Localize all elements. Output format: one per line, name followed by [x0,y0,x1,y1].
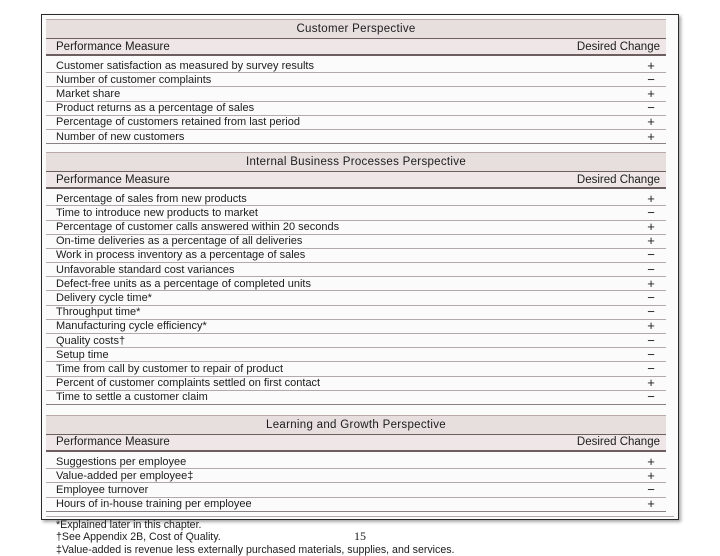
change-sign: + [647,467,655,483]
table-row [46,377,666,391]
change-sign: + [647,375,655,391]
page-number: 15 [354,529,366,543]
measure-text: Defect-free units as a percentage of completed units [56,277,311,290]
table-row [46,263,666,277]
measure-text: Number of new customers [56,130,185,143]
table-row [46,306,666,320]
column-header-row [46,38,666,56]
measure-text: Unfavorable standard cost variances [56,263,235,276]
column-header-row [46,171,666,189]
table-row [46,221,666,235]
change-sign: − [647,481,655,497]
measure-text: Product returns as a percentage of sales [56,102,255,115]
section-title: Customer Perspective [46,19,666,38]
measure-text: Manufacturing cycle efficiency* [56,320,207,333]
change-sign: + [647,57,655,73]
table-row [46,87,666,101]
column-header-measure: Performance Measure [56,40,170,53]
change-sign: − [647,389,655,405]
measure-text: Time to settle a customer claim [56,391,208,404]
measure-text: Work in process inventory as a percentage of sales [56,249,306,262]
table-row [46,116,666,130]
change-sign: − [647,71,655,87]
measure-text: Percentage of sales from new products [56,192,247,205]
column-header-row [46,434,666,452]
section-learning-and-growth [46,415,666,512]
change-sign: + [647,128,655,144]
table-row [46,320,666,334]
measure-text: Number of customer complaints [56,73,212,86]
measure-text: Percentage of customer calls answered within 20 seconds [56,221,340,234]
change-sign: + [647,496,655,512]
table-row [46,206,666,220]
table-row [46,277,666,291]
table-row [46,348,666,362]
change-sign: + [647,453,655,469]
section-title: Internal Business Processes Perspective [46,152,666,171]
change-sign: + [647,219,655,235]
section-title: Learning and Growth Perspective [46,415,666,434]
change-sign: + [647,233,655,249]
table-row [46,59,666,73]
footnote: †See Appendix 2B, Cost of Quality. [56,531,221,544]
column-header-change: Desired Change [576,173,660,186]
section-internal-business-processes [46,152,666,405]
column-header-change: Desired Change [576,40,660,53]
rows [46,192,666,405]
measure-text: Employee turnover [56,483,149,496]
measure-text: Suggestions per employee [56,455,187,468]
change-sign: − [647,247,655,263]
change-sign: − [647,360,655,376]
change-sign: − [647,100,655,116]
footnote: ‡Value-added is revenue less externally purchased materials, supplies, and services. [56,543,455,556]
rows [46,455,666,512]
table-row [46,469,666,483]
table-row [46,291,666,305]
section-customer [46,19,666,144]
column-header-measure: Performance Measure [56,173,170,186]
change-sign: − [647,261,655,277]
measure-text: Percent of customer complaints settled on first contact [56,377,321,390]
footnote: *Explained later in this chapter. [56,518,202,531]
rows [46,59,666,144]
measure-text: Time from call by customer to repair of product [56,362,284,375]
change-sign: + [647,85,655,101]
table-row [46,235,666,249]
measure-text: Market share [56,87,121,100]
table-row [46,334,666,348]
measure-text: Time to introduce new products to market [56,206,258,219]
change-sign: − [647,290,655,306]
column-header-change: Desired Change [576,436,660,449]
measure-text: On-time deliveries as a percentage of all deliveries [56,235,303,248]
measure-text: Quality costs† [56,334,126,347]
table-row [46,192,666,206]
measure-text: Percentage of customers retained from last period [56,116,300,129]
change-sign: − [647,304,655,320]
change-sign: − [647,346,655,362]
table-row [46,391,666,405]
column-header-measure: Performance Measure [56,436,170,449]
table-row [46,362,666,376]
measure-text: Customer satisfaction as measured by survey results [56,59,314,72]
balanced-scorecard-table [46,19,674,556]
table-row [46,455,666,469]
measure-text: Setup time [56,348,109,361]
change-sign: + [647,275,655,291]
change-sign: + [647,318,655,334]
measure-text: Value-added per employee‡ [56,469,194,482]
change-sign: + [647,114,655,130]
table-row [46,249,666,263]
change-sign: − [647,332,655,348]
measure-text: Throughput time* [56,306,141,319]
change-sign: − [647,204,655,220]
table-row [46,102,666,116]
table-row [46,130,666,144]
measure-text: Hours of in-house training per employee [56,498,252,511]
table-row [46,483,666,497]
measure-text: Delivery cycle time* [56,292,152,305]
change-sign: + [647,190,655,206]
table-row [46,73,666,87]
table-row [46,498,666,512]
